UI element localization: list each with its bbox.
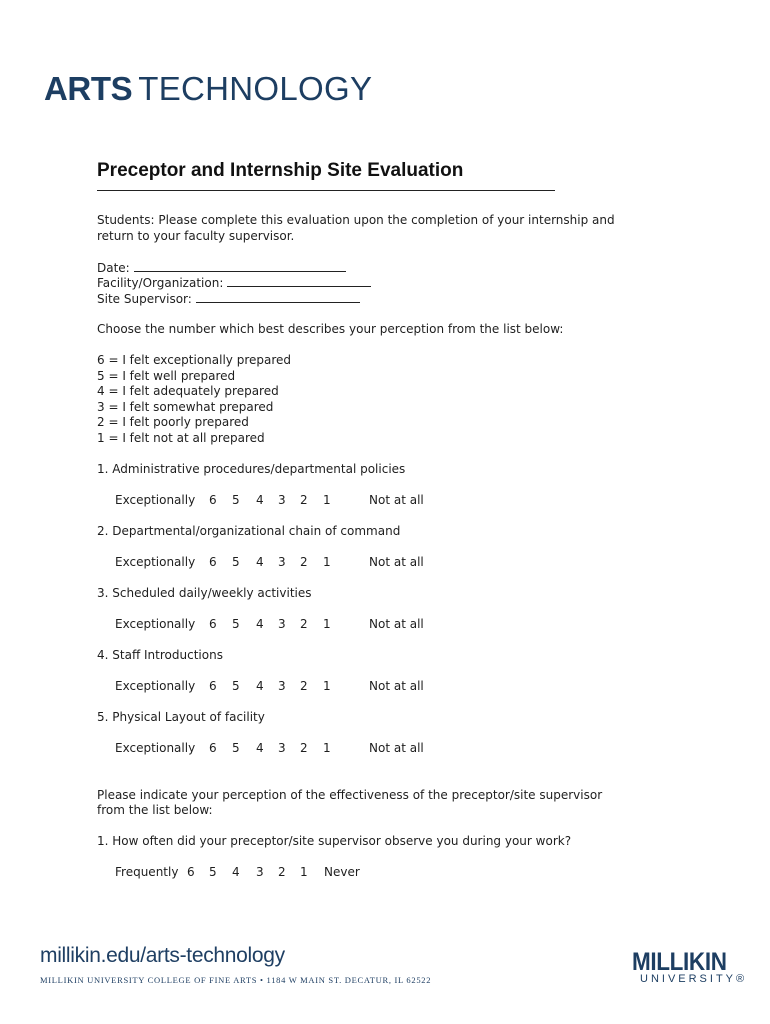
scale-item: 6 = I felt exceptionally prepared [97, 353, 292, 367]
rating-option-1[interactable]: 1 [323, 617, 331, 631]
rating-option-5[interactable]: 5 [232, 741, 240, 755]
question-5: 5. Physical Layout of facility [97, 710, 265, 724]
facility-field [97, 275, 371, 292]
millikin-logo-name: MILLIKIN [632, 948, 727, 976]
rating-left-anchor: Exceptionally [115, 555, 196, 569]
rating-right-anchor: Not at all [369, 679, 424, 693]
rating-option-4[interactable]: 4 [232, 865, 240, 879]
rating-option-1[interactable]: 1 [300, 865, 308, 879]
rating-option-4[interactable]: 4 [256, 555, 264, 569]
rating-option-3[interactable]: 3 [278, 741, 286, 755]
date-input-line[interactable] [134, 260, 346, 272]
question-4: 4. Staff Introductions [97, 648, 223, 662]
rating-option-6[interactable]: 6 [209, 555, 217, 569]
rating-option-1[interactable]: 1 [323, 741, 331, 755]
rating-option-6[interactable]: 6 [187, 865, 195, 879]
millikin-logo-subtitle: UNIVERSITY® [640, 973, 748, 985]
supervisor-label: Site Supervisor: [97, 292, 192, 306]
scale-instructions: Choose the number which best describes your perception from the list below: [97, 322, 564, 336]
rating-option-2[interactable]: 2 [278, 865, 286, 879]
question-3: 3. Scheduled daily/weekly activities [97, 586, 312, 600]
title-divider [97, 190, 555, 191]
facility-input-line[interactable] [227, 275, 371, 287]
rating-right-anchor: Not at all [369, 741, 424, 755]
arts-technology-logo [44, 72, 372, 105]
rating-right-anchor: Not at all [369, 493, 424, 507]
rating-left-anchor: Exceptionally [115, 493, 196, 507]
section2-intro-line-2: from the list below: [97, 803, 213, 817]
rating-option-2[interactable]: 2 [300, 555, 308, 569]
rating-option-5[interactable]: 5 [232, 679, 240, 693]
logo-light-text: TECHNOLOGY [138, 70, 373, 107]
rating-option-6[interactable]: 6 [209, 741, 217, 755]
rating-option-3[interactable]: 3 [278, 617, 286, 631]
intro-line-2: return to your faculty supervisor. [97, 229, 295, 243]
rating-option-1[interactable]: 1 [323, 679, 331, 693]
rating-option-5[interactable]: 5 [209, 865, 217, 879]
footer-url[interactable]: millikin.edu/arts-technology [40, 944, 285, 967]
rating-option-4[interactable]: 4 [256, 617, 264, 631]
rating-option-4[interactable]: 4 [256, 493, 264, 507]
rating-left-anchor: Exceptionally [115, 679, 196, 693]
logo-bold-text: ARTS [44, 70, 133, 107]
rating-option-5[interactable]: 5 [232, 617, 240, 631]
scale-item: 4 = I felt adequately prepared [97, 384, 279, 398]
rating-left-anchor: Exceptionally [115, 741, 196, 755]
rating-option-3[interactable]: 3 [278, 493, 286, 507]
rating-option-6[interactable]: 6 [209, 617, 217, 631]
rating-option-1[interactable]: 1 [323, 493, 331, 507]
facility-label: Facility/Organization: [97, 276, 224, 290]
date-label: Date: [97, 261, 130, 275]
scale-item: 3 = I felt somewhat prepared [97, 400, 274, 414]
rating-right-anchor: Not at all [369, 555, 424, 569]
rating-option-2[interactable]: 2 [300, 679, 308, 693]
scale-item: 1 = I felt not at all prepared [97, 431, 265, 445]
footer-address: MILLIKIN UNIVERSITY COLLEGE OF FINE ARTS • 1184 W MAIN ST. DECATUR, IL 62522 [40, 975, 432, 985]
scale-item: 2 = I felt poorly prepared [97, 415, 249, 429]
rating-option-2[interactable]: 2 [300, 741, 308, 755]
rating-option-6[interactable]: 6 [209, 493, 217, 507]
rating-option-3[interactable]: 3 [278, 679, 286, 693]
scale-item: 5 = I felt well prepared [97, 369, 236, 383]
rating-right-anchor: Never [324, 865, 360, 879]
rating-option-4[interactable]: 4 [256, 679, 264, 693]
question-2: 2. Departmental/organizational chain of command [97, 524, 401, 538]
rating-option-1[interactable]: 1 [323, 555, 331, 569]
rating-right-anchor: Not at all [369, 617, 424, 631]
supervisor-input-line[interactable] [196, 291, 360, 303]
rating-option-6[interactable]: 6 [209, 679, 217, 693]
rating-option-5[interactable]: 5 [232, 493, 240, 507]
page-title: Preceptor and Internship Site Evaluation [97, 160, 464, 181]
supervisor-field [97, 291, 360, 308]
intro-line-1: Students: Please complete this evaluation upon the completion of your internship and [97, 213, 615, 227]
rating-option-4[interactable]: 4 [256, 741, 264, 755]
rating-option-2[interactable]: 2 [300, 493, 308, 507]
rating-option-2[interactable]: 2 [300, 617, 308, 631]
rating-option-3[interactable]: 3 [256, 865, 264, 879]
rating-left-anchor: Exceptionally [115, 617, 196, 631]
section2-intro-line-1: Please indicate your perception of the effectiveness of the preceptor/site supervisor [97, 788, 603, 802]
rating-option-5[interactable]: 5 [232, 555, 240, 569]
rating-left-anchor: Frequently [115, 865, 179, 879]
section2-question-1: 1. How often did your preceptor/site supervisor observe you during your work? [97, 834, 572, 848]
rating-option-3[interactable]: 3 [278, 555, 286, 569]
question-1: 1. Administrative procedures/departmental policies [97, 462, 406, 476]
